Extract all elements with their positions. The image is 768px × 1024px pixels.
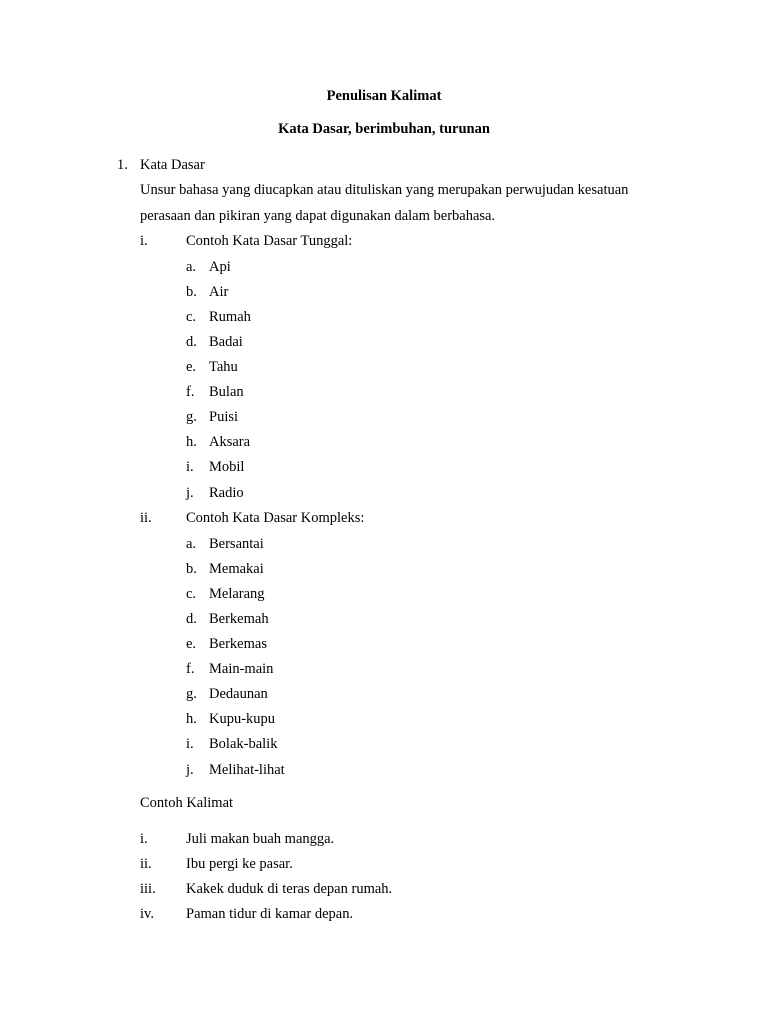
- list-item: Berkemas: [209, 636, 267, 652]
- tunggal-marker: i.: [140, 233, 148, 249]
- definition-line-2: perasaan dan pikiran yang dapat digunakan dalam berbahasa.: [140, 208, 496, 224]
- list-item: Puisi: [209, 409, 239, 425]
- list-item: Air: [209, 284, 229, 300]
- list-item-letter: d.: [186, 611, 197, 627]
- list-item: Bulan: [209, 384, 244, 400]
- kalimat-sentence: Ibu pergi ke pasar.: [186, 856, 293, 872]
- list-item-letter: c.: [186, 586, 197, 602]
- page-title: Penulisan Kalimat: [326, 88, 442, 104]
- list-item-letter: h.: [186, 434, 197, 450]
- kompleks-marker: ii.: [140, 510, 152, 526]
- list-item-letter: j.: [186, 485, 194, 501]
- kalimat-sentence: Paman tidur di kamar depan.: [186, 906, 354, 922]
- kalimat-sentence: Juli makan buah mangga.: [186, 831, 335, 847]
- list-item: Mobil: [209, 459, 245, 475]
- list-item-letter: j.: [186, 762, 194, 778]
- list-item: Badai: [209, 334, 243, 350]
- list-item: Berkemah: [209, 611, 269, 627]
- list-item-letter: f.: [186, 384, 195, 400]
- list-item-letter: g.: [186, 409, 197, 425]
- list-item: Kupu-kupu: [209, 711, 276, 727]
- kalimat-marker: iv.: [140, 906, 154, 922]
- list-item: Bolak-balik: [209, 736, 278, 752]
- list-item-letter: i.: [186, 736, 194, 752]
- list-item: Memakai: [209, 561, 264, 577]
- definition-line-1: Unsur bahasa yang diucapkan atau dituliskan yang merupakan perwujudan kesatuan: [140, 182, 629, 198]
- list-item-letter: g.: [186, 686, 197, 702]
- list-item-letter: c.: [186, 309, 197, 325]
- kalimat-sentence: Kakek duduk di teras depan rumah.: [186, 881, 393, 897]
- list-item-letter: f.: [186, 661, 195, 677]
- list-item: Radio: [209, 485, 244, 501]
- list-item-letter: a.: [186, 259, 197, 275]
- kompleks-heading: Contoh Kata Dasar Kompleks:: [186, 510, 365, 526]
- list-item-letter: d.: [186, 334, 197, 350]
- list-item: Melihat-lihat: [209, 762, 285, 778]
- list-item: Melarang: [209, 586, 265, 602]
- kalimat-marker: ii.: [140, 856, 152, 872]
- kalimat-heading: Contoh Kalimat: [140, 795, 234, 811]
- kalimat-marker: iii.: [140, 881, 156, 897]
- list-item-letter: h.: [186, 711, 197, 727]
- list-item-letter: a.: [186, 536, 197, 552]
- list-item: Tahu: [209, 359, 238, 375]
- list-item-letter: e.: [186, 636, 197, 652]
- list-item-letter: b.: [186, 284, 197, 300]
- list-item: Aksara: [209, 434, 251, 450]
- list-item: Api: [209, 259, 231, 275]
- list-item: Bersantai: [209, 536, 264, 552]
- list-item: Rumah: [209, 309, 251, 325]
- list-item: Dedaunan: [209, 686, 268, 702]
- list-item-letter: b.: [186, 561, 197, 577]
- list-item: Main-main: [209, 661, 274, 677]
- list-item-letter: e.: [186, 359, 197, 375]
- page-subtitle: Kata Dasar, berimbuhan, turunan: [278, 121, 490, 137]
- kalimat-marker: i.: [140, 831, 148, 847]
- list-item-letter: i.: [186, 459, 194, 475]
- section-number: 1.: [117, 157, 128, 173]
- section-heading: Kata Dasar: [140, 157, 205, 173]
- tunggal-heading: Contoh Kata Dasar Tunggal:: [186, 233, 353, 249]
